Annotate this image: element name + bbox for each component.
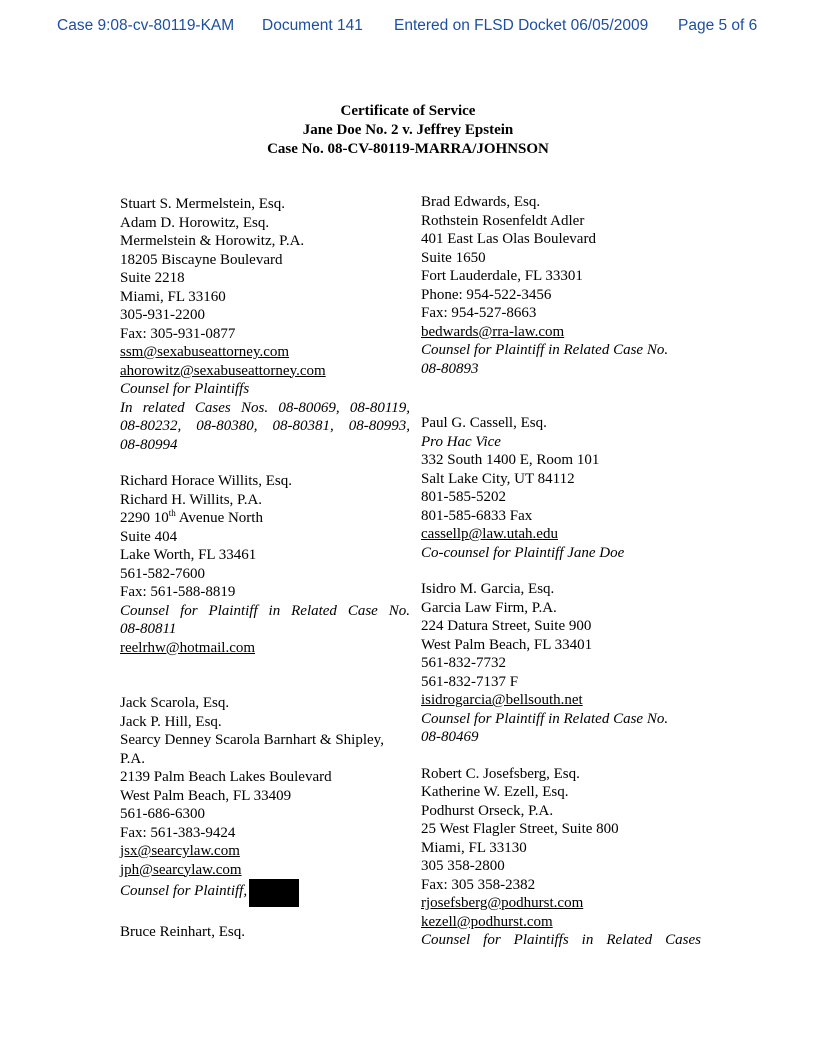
attorney-name: Katherine W. Ezell, Esq.	[421, 784, 569, 800]
attorney-name: Robert C. Josefsberg, Esq.	[421, 765, 580, 782]
address-line: Miami, FL 33160	[120, 288, 226, 305]
email-link[interactable]: jsx@searcylaw.com	[120, 843, 240, 859]
counsel-note: Counsel for Plaintiff in Related Case No.	[421, 710, 669, 727]
certificate-title	[0, 102, 816, 159]
service-block-willits	[120, 472, 410, 657]
attorney-name: Stuart S. Mermelstein, Esq.	[120, 196, 285, 212]
address-line: Fort Lauderdale, FL 33301	[421, 268, 583, 284]
counsel-note: Co-counsel for Plaintiff Jane Doe	[421, 544, 625, 561]
address-line: Miami, FL 33130	[421, 839, 527, 856]
related-cases-line: 08-80994	[120, 436, 178, 453]
address-line: 224 Datura Street, Suite 900	[421, 618, 592, 634]
email-link[interactable]: rjosefsberg@podhurst.com	[421, 895, 584, 911]
email-link[interactable]: jph@searcylaw.com	[120, 861, 242, 878]
address-line: West Palm Beach, FL 33401	[421, 636, 593, 653]
firm-name: Rothstein Rosenfeldt Adler	[421, 212, 585, 229]
service-block-reinhart	[120, 923, 410, 942]
email-link[interactable]: ahorowitz@sexabuseattorney.com	[120, 362, 326, 379]
related-cases-line: In related Cases Nos. 08-80069, 08-80119,	[120, 399, 410, 416]
email-link[interactable]: isidrogarcia@bellsouth.net	[421, 692, 583, 708]
service-block-josefsberg	[421, 765, 701, 950]
firm-name: Podhurst Orseck, P.A.	[421, 802, 554, 819]
counsel-note: Counsel for Plaintiff in Related Case No.	[421, 342, 669, 358]
related-cases-line: 08-80232, 08-80380, 08-80381, 08-80993,	[120, 418, 410, 434]
attorney-name: Richard Horace Willits, Esq.	[120, 473, 292, 489]
attorney-name: Jack Scarola, Esq.	[120, 695, 230, 711]
address-line: 2139 Palm Beach Lakes Boulevard	[120, 769, 332, 785]
email-link[interactable]: bedwards@rra-law.com	[421, 323, 565, 340]
counsel-note: 08-80811	[120, 621, 177, 637]
address-line: Lake Worth, FL 33461	[120, 547, 257, 563]
right-column	[421, 193, 701, 950]
admission-note: Pro Hac Vice	[421, 433, 501, 450]
fax-line: 801-585-6833 Fax	[421, 507, 533, 524]
address-line: Suite 2218	[120, 270, 185, 286]
header-case-number: Case 9:08-cv-80119-KAM	[57, 17, 235, 34]
counsel-note: Counsel for Plaintiff,	[120, 879, 410, 907]
firm-name: Searcy Denney Scarola Barnhart & Shipley,	[120, 732, 384, 748]
email-link[interactable]: ssm@sexabuseattorney.com	[120, 344, 290, 360]
phone-line: 561-686-6300	[120, 806, 205, 822]
fax-line: Fax: 561-588-8819	[120, 584, 236, 600]
attorney-name: Bruce Reinhart, Esq.	[120, 924, 245, 940]
service-block-mermelstein	[120, 195, 410, 454]
attorney-name: Jack P. Hill, Esq.	[120, 713, 222, 730]
address-line: West Palm Beach, FL 33409	[120, 787, 292, 804]
address-line: Suite 1650	[421, 249, 486, 266]
title-line-2: Jane Doe No. 2 v. Jeffrey Epstein	[302, 122, 514, 138]
title-line-3: Case No. 08-CV-80119-MARRA/JOHNSON	[267, 141, 549, 157]
counsel-note: 08-80893	[421, 360, 479, 377]
counsel-note: Counsel for Plaintiffs in Related Cases	[421, 932, 701, 948]
address-line: 18205 Biscayne Boulevard	[120, 251, 283, 268]
phone-line: 801-585-5202	[421, 489, 506, 505]
phone-line: 561-582-7600	[120, 565, 205, 582]
email-link[interactable]: cassellp@law.utah.edu	[421, 526, 558, 542]
attorney-name: Adam D. Horowitz, Esq.	[120, 214, 270, 231]
fax-line: 561-832-7137 F	[421, 673, 519, 690]
email-link[interactable]: kezell@podhurst.com	[421, 913, 553, 930]
address-line: 25 West Flagler Street, Suite 800	[421, 821, 619, 837]
fax-line: Fax: 305 358-2382	[421, 876, 536, 893]
service-block-cassell	[421, 414, 701, 562]
firm-name: P.A.	[120, 750, 146, 767]
phone-line: 561-832-7732	[421, 655, 506, 671]
address-line: Suite 404	[120, 528, 178, 545]
header-document-number: Document 141	[262, 17, 363, 34]
attorney-name: Brad Edwards, Esq.	[421, 194, 541, 210]
phone-line: 305-931-2200	[120, 307, 205, 323]
firm-name: Garcia Law Firm, P.A.	[421, 599, 557, 616]
email-link[interactable]: reelrhw@hotmail.com	[120, 639, 256, 656]
fax-line: Fax: 954-527-8663	[421, 305, 537, 321]
address-line: Salt Lake City, UT 84112	[421, 470, 575, 487]
counsel-note: 08-80469	[421, 729, 479, 745]
counsel-note: Counsel for Plaintiff in Related Case No.	[120, 602, 410, 619]
firm-name: Richard H. Willits, P.A.	[120, 491, 263, 508]
address-line: 2290 10th Avenue North	[120, 508, 263, 526]
service-block-garcia	[421, 580, 701, 747]
attorney-name: Paul G. Cassell, Esq.	[421, 415, 547, 431]
header-page-number: Page 5 of 6	[678, 17, 758, 34]
service-block-edwards	[421, 193, 701, 378]
firm-name: Mermelstein & Horowitz, P.A.	[120, 233, 305, 249]
phone-line: 305 358-2800	[421, 858, 505, 874]
service-block-scarola	[120, 694, 410, 907]
address-line: 332 South 1400 E, Room 101	[421, 452, 600, 468]
fax-line: Fax: 305-931-0877	[120, 325, 236, 342]
title-line-1: Certificate of Service	[340, 103, 476, 119]
attorney-name: Isidro M. Garcia, Esq.	[421, 581, 555, 597]
address-line: 401 East Las Olas Boulevard	[421, 231, 596, 247]
left-column	[120, 195, 410, 942]
fax-line: Fax: 561-383-9424	[120, 824, 236, 841]
header-entered-date: Entered on FLSD Docket 06/05/2009	[394, 17, 649, 34]
phone-line: Phone: 954-522-3456	[421, 286, 552, 303]
redaction-box	[249, 879, 299, 907]
counsel-note: Counsel for Plaintiffs	[120, 381, 250, 397]
